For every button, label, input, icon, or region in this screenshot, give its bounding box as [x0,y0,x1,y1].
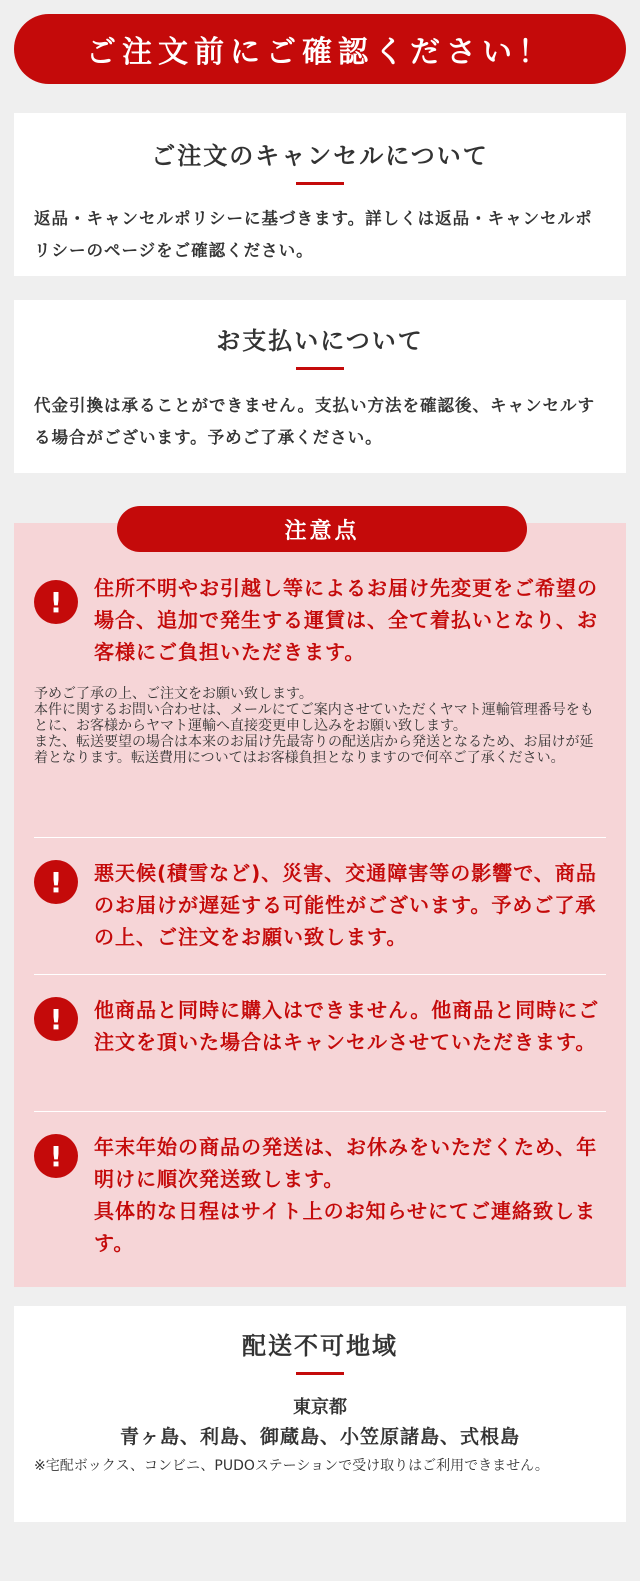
payment-title-underline [296,367,344,370]
alert-text-2: 悪天候(積雪など)、災害、交通障害等の影響で、商品のお届けが遅延する可能性がございます。予めご了承の上、ご注文をお願い致します。 [94,861,597,949]
alert-text-1: 住所不明やお引越し等によるお届け先変更をご希望の場合、追加で発生する運賃は、全て着払いとなり、お客様にご負担いただきます。 [94,576,598,664]
alert-icon-3: ! [34,997,78,1041]
alert-detail-line: また、転送要望の場合は本来のお届け先最寄りの配送店から発送となるため、お届けが延着となります。転送費用についてはお客様負担となりますので何卒ご了承ください。 [34,734,594,766]
alert-text-4 [94,1131,606,1259]
alert-text-3: 他商品と同時に購入はできません。他商品と同時にご注文を頂いた場合はキャンセルさせていただきます。 [94,998,600,1054]
undeliverable-section [14,1306,626,1522]
alert-detail-line: 予めご了承の上、ご注文をお願い致します。 [34,686,313,702]
notice-title: 注意点 [284,518,360,544]
banner-title: ご注文前にご確認ください！ [86,35,554,70]
alert-icon-4: ! [34,1134,78,1178]
alert-icon-2: ! [34,860,78,904]
alert-text-4-line1: 年末年始の商品の発送は、お休みをいただくため、年明けに順次発送致します。 [94,1135,598,1191]
payment-section [14,300,626,473]
undeliverable-islands: 青ヶ島、利島、御蔵島、小笠原諸島、式根島 [119,1426,520,1448]
undeliverable-prefecture: 東京都 [293,1397,347,1418]
notice-divider [34,837,606,838]
alert-text-4-line2: 具体的な日程はサイト上のお知らせにてご連絡致します。 [94,1199,596,1255]
notice-divider [34,974,606,975]
alert-detail-1 [34,686,594,766]
notice-title-pill [117,506,527,552]
alert-detail-line: 本件に関するお問い合わせは、メールにてご案内させていただくヤマト運輸管理番号をもとに、お客様からヤマト運輸へ直接変更申し込みをお願い致します。 [34,702,594,734]
notice-divider [34,1111,606,1112]
payment-text: 代金引換は承ることができません。支払い方法を確認後、キャンセルする場合がございます。予めご了承ください。 [34,396,595,447]
cancel-section [14,113,626,276]
payment-title: お支払いについて [216,327,424,355]
cancel-title-underline [296,182,344,185]
undeliverable-title: 配送不可地域 [242,1332,398,1360]
cancel-title: ご注文のキャンセルについて [151,142,489,170]
cancel-text: 返品・キャンセルポリシーに基づきます。詳しくは返品・キャンセルポリシーのページをご確認ください。 [34,209,593,260]
undeliverable-note: ※宅配ボックス、コンビニ、PUDOステーションで受け取りはご利用できません。 [34,1458,549,1474]
undeliverable-title-underline [296,1372,344,1375]
header-banner [14,14,626,84]
alert-icon-1: ! [34,580,78,624]
